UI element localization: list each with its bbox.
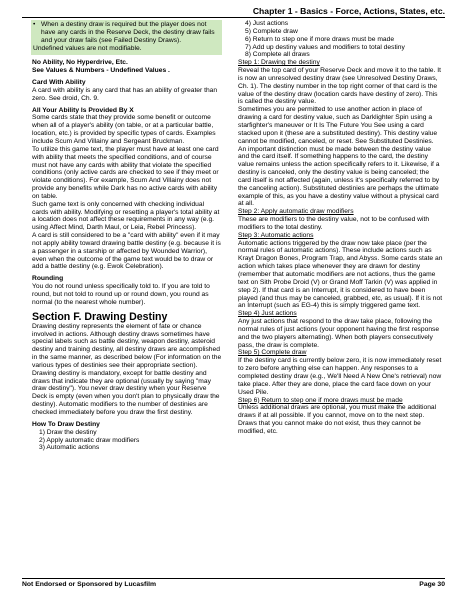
rounding-text: You do not round unless specifically told to. If you are told to round, but not told to round up or round down, you round as normal (to the nearest whole number).	[32, 283, 210, 306]
step2-heading: Step 2: Apply automatic draw modifiers	[238, 208, 354, 216]
card-with-ability-text: A card with ability is any card that has an ability of greater than zero. See droid, Ch. 9.	[32, 86, 218, 102]
no-ability-see: See Values & Numbers - Undefined Values .	[32, 67, 170, 75]
step5-text: If the destiny card is currently below zero, it is now immediately reset to zero before anything else can happen. Any responses to a completed destiny draw (e.g., We'll Need A New One's retrieval) now take place. After they are done, place the card face down on your Used Pile.	[238, 357, 442, 396]
step2-text: These are modifiers to the destiny value, not to be confused with modifiers to the total destiny.	[238, 216, 430, 231]
all-your-ability-p1: Some cards state that they provide some benefit or outcome when all of a player's ability (on table, or at a particular battle, location, etc.) is provided by specific types of cards. Examples include Scum And Villainy and Sergeant Bruckman.	[32, 114, 216, 145]
step1-heading: Step 1: Drawing the destiny	[238, 59, 320, 67]
how-to-draw-heading: How To Draw Destiny	[32, 420, 100, 428]
page-footer	[22, 581, 445, 589]
all-your-ability-p4: A card is still considered to be a "card with ability" even if it may not apply ability toward drawing battle destiny (e.g. because it is a passenger in a starship or affected by Wounded Warrior), even when the outcome of the game text would be to draw or add a battle destiny (e.g. Ewok Celebration).	[32, 232, 221, 271]
footer-divider	[22, 578, 445, 579]
no-ability-block	[32, 59, 222, 75]
list-item: 3) Automatic actions	[39, 444, 100, 452]
right-column	[238, 20, 443, 436]
all-your-ability-heading: All Your Ability Is Provided By X	[32, 106, 134, 114]
step5-heading: Step 5) Complete draw	[238, 349, 307, 357]
list-item: 4) Just actions	[245, 20, 289, 27]
left-column	[32, 20, 222, 452]
all-your-ability-p2: To utilize this game text, the player must have at least one card with ability that meets the specified conditions, and of course must not have any cards with ability that violate the specified conditions (only active cards are checked to see if they meet or violate conditions). For example, Scum And Villainy does not provide any benefits while Dark has no active cards with ability on table.	[32, 145, 219, 200]
step4-heading: Step 4) Just actions	[238, 310, 297, 318]
bullet-icon: •	[33, 21, 36, 28]
drawing-destiny-text: Drawing destiny represents the element of fate or chance involved in actions. Although destiny draws sometimes have special labels such as battle destiny, weapon destiny, asteroid destiny and training destiny, all destiny draws are accomplished in the same manner, as described below (For information on the various types of destinies see their appropriate section). Drawing destiny is mandatory, except for battle destiny and draws that indicate they are optional (usually by saying "may draw destiny"). You never draw destiny when your Reserve Deck is empty (even when you don't plan to physically draw the destiny). Automatic modifiers to the number of destinies are checked immediately before you draw the first destiny.	[32, 322, 222, 416]
highlight-box	[31, 20, 222, 55]
box-line: Undefined values are not modifiable.	[33, 44, 142, 52]
list-item: 8) Complete all draws	[245, 51, 310, 59]
card-with-ability-heading: Card With Ability	[32, 79, 86, 87]
step3-heading: Step 3: Automatic actions	[238, 231, 314, 239]
list-item: 5) Complete draw	[245, 27, 298, 35]
list-item: 2) Apply automatic draw modifiers	[39, 436, 140, 444]
rounding-heading: Rounding	[32, 275, 64, 283]
box-bullet	[33, 21, 220, 45]
footer-disclaimer: Not Endorsed or Sponsored by Lucasfilm	[22, 581, 157, 588]
page-number: Page 30	[419, 581, 445, 588]
list-item: 1) Draw the destiny	[39, 428, 97, 436]
step1-text-b: Sometimes you are permitted to use another action in place of drawing a card for destiny value, such as Darklighter Spin using a starfighter's maneuver or It Is The Future You See using a card stacked upon it (these are a substituted destiny). This destiny value cannot be modified, canceled, or reset. See Substituted Destinies. An important distinction must be made between the destiny value and the card itself. If something happens to the card, the destiny value remains unless the action specifically refers to it. Likewise, if a destiny is canceled, only the destiny value is being canceled; the card itself is not affected (again, unless it's specifically referred to by the canceling action). Substituted destinies are perhaps the ultimate example of this, as you have a destiny value without a physical card at all.	[238, 106, 440, 208]
step1-text: Reveal the top card of your Reserve Deck and move it to the table. It is now an unresolved destiny draw (see Unresolved Destiny Draws, Ch. 1). The destiny number in the top right corner of that card is the value of the destiny draw (location cards have destiny of zero). This is called the destiny value.	[238, 67, 441, 106]
list-item: 6) Return to step one if more draws must be made	[245, 35, 395, 43]
box-bullet-text: When a destiny draw is required but the player does not have any cards in the Reserve Deck, the destiny draw fails and your draw fails (see Failed Destiny Draws).	[41, 21, 215, 44]
section-f-title: Section F. Drawing Destiny	[32, 310, 168, 323]
page-header	[22, 6, 445, 18]
step3-text: Automatic actions triggered by the draw now take place (per the normal rules of automatic actions). These include actions such as Krayt Dragon Bones, Program Trap, and Abyss. Some cards state an action which takes place whenever they are drawn for destiny (remember that automatic modifiers are not actions, thus the game text on Sith Probe Droid (V) or Grand Moff Tarkin (V) was applied in step 2). If that card is an Interrupt, it is considered to have been played (and thus may be canceled, grabbed, etc, as usual). If it is not an Interrupt (such as EG-4) this is simply triggered game text.	[238, 239, 443, 310]
step6-text: Unless additional draws are optional, you must make the additional draws if at all possible. If you cannot, move on to the next step. Draws that you cannot make do not exist, thus they cannot be modified, etc.	[238, 404, 437, 435]
list-item: 7) Add up destiny values and modifiers to total destiny	[245, 43, 405, 51]
no-ability-heading: No Ability, No Hyperdrive, Etc.	[32, 59, 128, 67]
step4-text: Any just actions that respond to the draw take place, following the normal rules of just actions (your opponent having the first response and the two players alternating). When both players consecutively pass, the draw is complete.	[238, 318, 440, 349]
all-your-ability-p3: Such game text is only concerned with checking individual cards with ability. Modifying or resetting a player's total ability at a location does not affect these requirements in any way (e.g. using Affect Mind, Darth Maul, or Leia, Rebel Princess).	[32, 200, 220, 232]
step6-heading: Step 6) Return to step one if more draws must be made	[238, 396, 403, 404]
chapter-title: Chapter 1 - Basics - Force, Actions, States, etc.	[252, 6, 445, 16]
